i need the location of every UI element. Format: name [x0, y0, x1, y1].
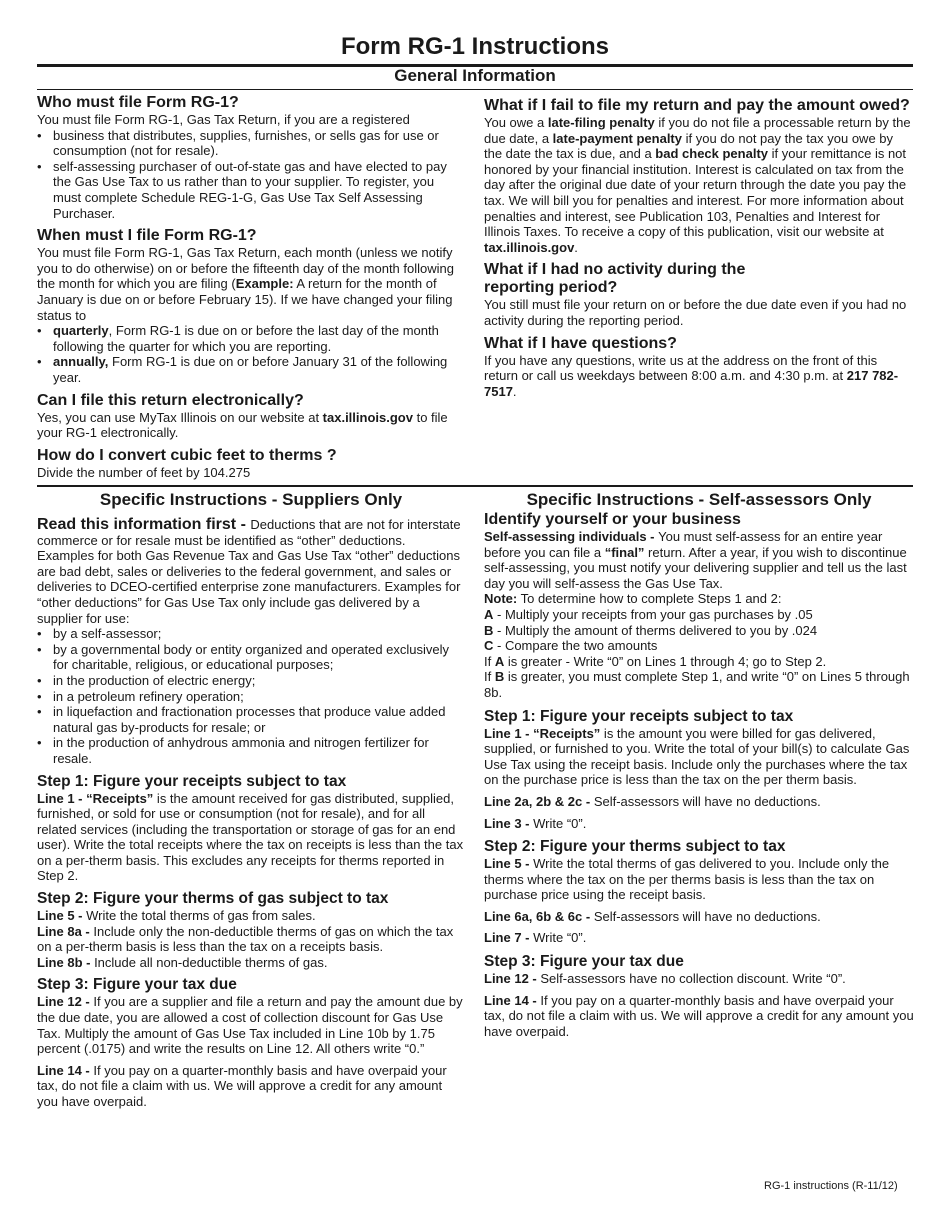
suppliers-line8a: Line 8a - Include only the non-deductible therms of gas on which the tax on a per-therm basis is less than the tax on a receipts basis. [37, 923, 454, 955]
sa-step2-heading: Step 2: Figure your therms subject to tax [484, 838, 786, 856]
compare-a: A - Multiply your receipts from your gas purchases by .05 [484, 606, 813, 622]
sa-line1: Line 1 - “Receipts” is the amount you were billed for gas delivered, supplied, or furnished to you. Write the total of your bill(s) to calculate Gas Use Tax using the receipt basis. Include only the purchases where the tax on the purchase price is less than the tax on the per therm basis. [484, 725, 910, 788]
suppliers-line1: Line 1 - “Receipts” is the amount received for gas distributed, supplied, furnished, or sold for use or consumption (not for resale), and for all related services (including the transportation or storage of gas for an end user). Write the total receipts where the tax on receipts is less than the tax on a per-therm basis. This excludes any receipts for therms reported in Step 2. [37, 790, 464, 884]
fail-text: You owe a late-filing penalty if you do not file a processable return by the due date, a late-payment penalty if you do not pay the tax you owe by the date the tax is due, and a bad check penalty if your remittance is not honored by your financial institution. Interest is calculated on tax from the day after the original due date of your return through the date you pay the tax. We will bill you for penalties and interest. For more information about penalties and interest, see Publication 103, Penalties and Interest for Illinois Taxes. To receive a copy of this publication, visit our website at tax.illinois.gov. [484, 115, 911, 255]
when-heading: When must I file Form RG-1? [37, 227, 257, 245]
sa-line7: Line 7 - Write “0”. [484, 930, 587, 946]
suppliers-list [37, 626, 465, 766]
sa-line14: Line 14 - If you pay on a quarter-monthly basis and have overpaid your tax, do not file a claim with us. We will approve a credit for any amount you have overpaid. [484, 992, 914, 1039]
fail-heading: What if I fail to file my return and pay the amount owed? [484, 97, 910, 114]
phone-number: 217 782-7517 [484, 368, 899, 399]
suppliers-heading: Specific Instructions - Suppliers Only [99, 490, 403, 509]
sa-step3-heading: Step 3: Figure your tax due [484, 953, 684, 971]
compare-c: C - Compare the two amounts [484, 638, 658, 654]
list-item: • annually, Form RG-1 is due on or before January 31 of the following year. [37, 354, 465, 385]
sa-line3: Line 3 - Write “0”. [484, 815, 587, 831]
compare-b: B - Multiply the amount of therms delivered to you by .024 [484, 622, 818, 638]
electronic-text: Yes, you can use MyTax Illinois on our website at tax.illinois.gov to file your RG-1 electronically. [37, 409, 448, 441]
when-text: You must file Form RG-1, Gas Tax Return, each month (unless we notify you to do otherwise) on or before the fifteenth day of the month following the month for which you are filing (Example: A return for the month of January is due on or before February 15). If we have changed your filing status to [37, 245, 454, 323]
read-first-text: Read this information first - Deductions that are not for interstate commerce or for resale must be identified as “other” deductions. Examples for both Gas Revenue Tax and Gas Use Tax “other” deductions are bad debt, sales or deliveries to the federal government, and sales or deliveries to DCEO-certified enterprise zone manufacturers. Examples for “other deductions” for Gas Use Tax only include gas delivered by a supplier for use: [37, 516, 461, 626]
if-a-greater: If A is greater - Write “0” on Lines 1 through 4; go to Step 2. [484, 653, 827, 669]
list-item: • quarterly, Form RG-1 is due on or before the last day of the month following the quarter for which you are reporting. [37, 323, 465, 354]
list-item: • in the production of anhydrous ammonia and nitrogen fertilizer for resale. [37, 735, 465, 766]
noactivity-text: You still must file your return on or before the due date even if you had no activity during the reporting period. [484, 297, 907, 328]
suppliers-line12: Line 12 - If you are a supplier and file a return and pay the amount due by the due date, you are allowed a cost of collection discount for Gas Use Tax. Multiply the amount of Gas Use Tax included in Line 10b by 1.75 percent (.0175) and write the results on Line 12. All others write “0.” [37, 994, 463, 1057]
convert-text: Divide the number of feet by 104.275 [37, 464, 251, 480]
sa-line5: Line 5 - Write the total therms of gas delivered to you. Include only the therms where the tax on the per therms basis is less than the tax on purchase price using the receipt basis. [484, 856, 890, 903]
suppliers-line8b: Line 8b - Include all non-deductible therms of gas. [37, 954, 328, 970]
convert-heading: How do I convert cubic feet to therms ? [37, 446, 337, 464]
form-revision-code: RG-1 instructions (R-11/12) [764, 1180, 898, 1192]
noactivity-heading: What if I had no activity during the reporting period? [484, 261, 746, 297]
questions-heading: What if I have questions? [484, 334, 677, 352]
identify-heading: Identify yourself or your business [484, 511, 741, 528]
website-link[interactable]: tax.illinois.gov [322, 409, 413, 425]
suppliers-step1-heading: Step 1: Figure your receipts subject to tax [37, 772, 347, 790]
section-title-general: General Information [394, 66, 556, 85]
list-item: • business that distributes, supplies, furnishes, or sells gas for use or consumption (not for resale). [37, 128, 465, 159]
sa-line2: Line 2a, 2b & 2c - Self-assessors will have no deductions. [484, 793, 821, 809]
suppliers-column [37, 489, 465, 1110]
list-item: • by a self-assessor; [37, 626, 465, 642]
sa-line12: Line 12 - Self-assessors have no collection discount. Write “0”. [484, 971, 846, 987]
who-list [37, 128, 465, 222]
if-b-greater: If B is greater, you must complete Step 1, and write “0” on Lines 5 through 8b. [484, 669, 910, 700]
subtitle-rule [37, 89, 913, 90]
questions-text: If you have any questions, write us at the address on the front of this return or call us weekdays between 8:00 a.m. and 4:30 p.m. at 217 782-7517. [484, 352, 899, 399]
sa-step1-heading: Step 1: Figure your receipts subject to tax [484, 707, 794, 725]
section-divider [37, 485, 913, 487]
list-item: • in a petroleum refinery operation; [37, 689, 465, 705]
list-item: • in liquefaction and fractionation processes that produce value added natural gas by-products for resale; or [37, 704, 465, 735]
note-text: Note: To determine how to complete Steps 1 and 2: [484, 591, 782, 607]
who-intro: You must file Form RG-1, Gas Tax Return, if you are a registered [37, 112, 410, 127]
page-title: Form RG-1 Instructions [340, 33, 610, 60]
when-list [37, 323, 465, 385]
self-assessing-text: Self-assessing individuals - You must self-assess for an entire year before you can file a “final” return. After a year, if you wish to discontinue self-assessing, you must notify your delivering supplier and tell us the last day you will self-assess the Gas Use Tax. [484, 529, 907, 591]
website-link[interactable]: tax.illinois.gov [484, 239, 575, 255]
suppliers-step3-heading: Step 3: Figure your tax due [37, 976, 237, 994]
electronic-heading: Can I file this return electronically? [37, 391, 304, 409]
sa-line6: Line 6a, 6b & 6c - Self-assessors will have no deductions. [484, 908, 821, 924]
selfassessors-column [484, 489, 914, 1039]
selfassessors-heading: Specific Instructions - Self-assessors Only [526, 490, 872, 509]
who-heading: Who must file Form RG-1? [37, 94, 239, 111]
general-left-column [37, 94, 465, 480]
general-right-column [484, 97, 914, 399]
suppliers-line14: Line 14 - If you pay on a quarter-monthly basis and have overpaid your tax, do not file a claim with us. We will approve a credit for any amount you have overpaid. [37, 1062, 447, 1109]
list-item: • self-assessing purchaser of out-of-state gas and have elected to pay the Gas Use Tax to us rather than to your supplier. To register, you must complete Schedule REG-1-G, Gas Use Tax Self Assessing Purchaser. [37, 159, 465, 221]
suppliers-line5: Line 5 - Write the total therms of gas from sales. [37, 908, 316, 924]
list-item: • in the production of electric energy; [37, 673, 465, 689]
suppliers-step2-heading: Step 2: Figure your therms of gas subject to tax [37, 890, 389, 908]
list-item: • by a governmental body or entity organized and operated exclusively for charitable, religious, or educational purposes; [37, 642, 465, 673]
